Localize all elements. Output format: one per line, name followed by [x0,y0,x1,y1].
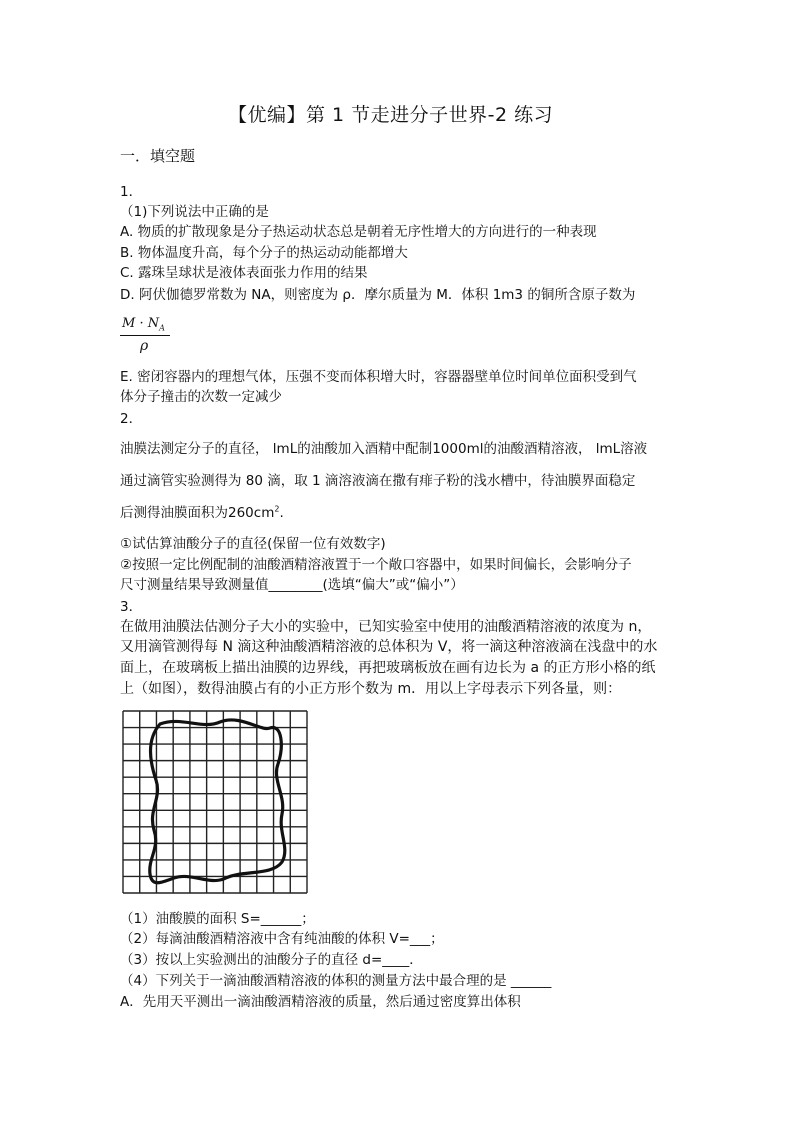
question-3-sub1: （1）油酸膜的面积 S=______； [120,911,315,927]
question-3-sub4: （4）下列关于一滴油酸酒精溶液的体积的测量方法中最合理的是 ______ [120,973,552,989]
question-3-option-a: A．先用天平测出一滴油酸酒精溶液的质量，然后通过密度算出体积 [120,994,521,1010]
question-2-line3: 后测得油膜面积为$260cm^2$. [120,504,284,521]
question-1-option-b: B. 物体温度升高，每个分子的热运动动能都增大 [120,245,408,261]
question-2-sub1: ①试估算油酸分子的直径(保留一位有效数字) [120,536,386,552]
question-3-sub3: （3）按以上实验测出的油酸分子的直径 d=____． [120,952,423,968]
section-heading: 一．填空题 [120,147,196,165]
oil-film-grid-figure [122,710,308,894]
question-1-option-a: A. 物质的扩散现象是分子热运动状态总是朝着无序性增大的方向进行的一种表现 [120,224,597,240]
question-2-line2: 通过滴管实验测得为 80 滴，取 1 滴溶液滴在撒有痱子粉的浅水槽中，待油膜界面稳定 [120,473,636,489]
question-2-sub2-line1: ②按照一定比例配制的油酸酒精溶液置于一个敞口容器中，如果时间偏长，会影响分子 [120,557,632,573]
question-3-sub2: （2）每滴油酸酒精溶液中含有纯油酸的体积 V=___； [120,931,444,947]
fraction-bar [120,335,170,336]
question-1-prompt: （1)下列说法中正确的是 [120,204,269,220]
question-3-line2: 又用滴管测得每 N 滴这种油酸酒精溶液的总体积为 V，将一滴这种溶液滴在浅盘中的水 [120,639,658,655]
question-1-option-d: D. 阿伏伽德罗常数为 NA，则密度为 ρ．摩尔质量为 M．体积 1m3 的铜所含原子数为 [120,287,636,303]
question-1-option-e-line2: 体分子撞击的次数一定减少 [120,389,282,405]
question-2-number: 2． [120,411,143,427]
fraction-numerator: $M \cdot N_A$ [122,316,165,333]
question-2-line1: 油膜法测定分子的直径， lmL的油酸加入酒精中配制1000ml的油酸酒精溶液， lmL溶液 [120,441,648,457]
question-1-option-c: C. 露珠呈球状是液体表面张力作用的结果 [120,265,368,281]
fraction-denominator: ρ [140,338,149,354]
question-1-number: 1． [120,184,143,200]
question-3-line3: 面上，在玻璃板上描出油膜的边界线，再把玻璃板放在画有边长为 a 的正方形小格的纸 [120,660,656,676]
question-3-line4: 上（如图），数得油膜占有的小正方形个数为 m．用以上字母表示下列各量，则： [120,681,622,697]
question-3-number: 3． [120,599,143,615]
question-2-sub2-line2: 尺寸测量结果导致测量值________(选填“偏大”或“偏小”） [120,577,464,593]
density-fraction-formula [120,316,172,360]
question-3-line1: 在做用油膜法估测分子大小的实验中，已知实验室中使用的油酸酒精溶液的浓度为 n， [120,619,652,635]
page-title: 【优编】第 1 节走进分子世界-2 练习 [228,104,554,126]
question-1-option-e-line1: E. 密闭容器内的理想气体，压强不变而体积增大时，容器器壁单位时间单位面积受到气 [120,369,637,385]
